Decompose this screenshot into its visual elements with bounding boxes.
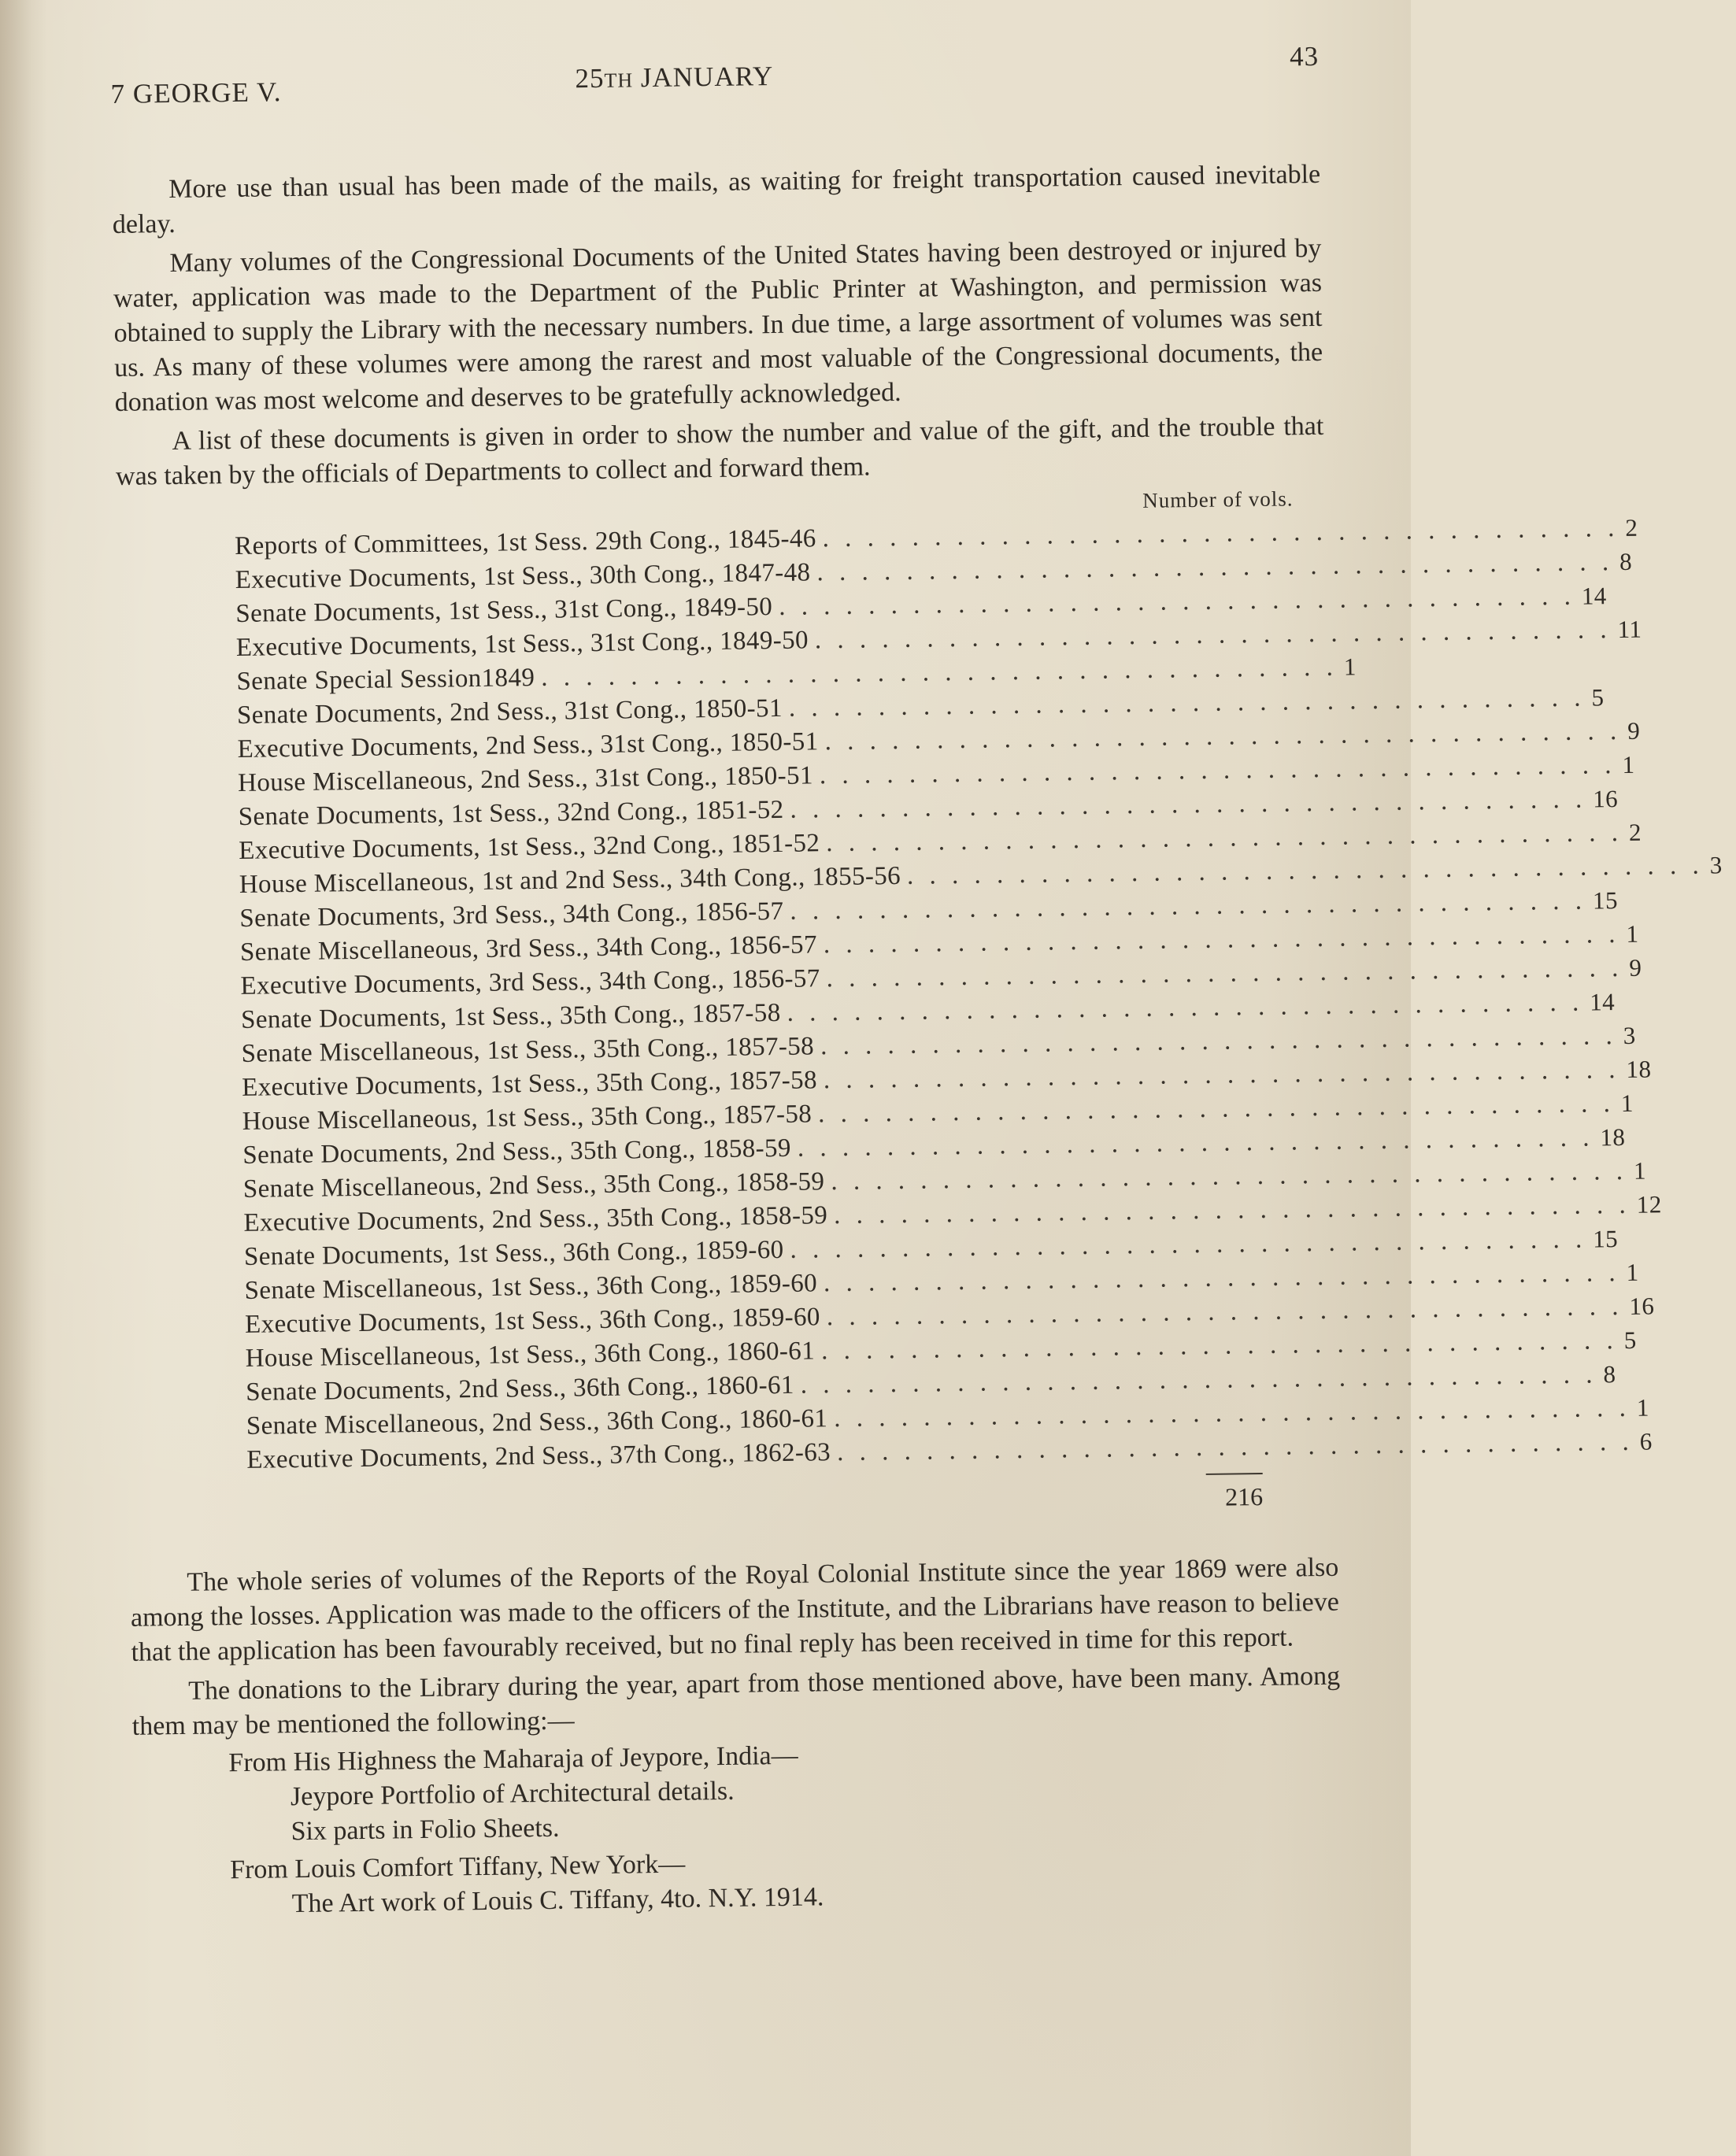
dot-leader: . . . . . . . . . . . . . . . . . . . . . . . . . . . . . . . . . . . . (824, 716, 1622, 756)
header-date-month: JANUARY (632, 60, 774, 94)
document-title: Executive Documents, 1st Sess., 31st Cong., 1849-50 (235, 626, 809, 662)
dot-leader: . . . . . . . . . . . . . . . . . . . . . . . . . . . . . . . . . . . . (833, 1190, 1631, 1230)
volume-count: 2 (1628, 818, 1642, 846)
document-title: House Miscellaneous, 2nd Sess., 31st Cong., 1850-51 (237, 761, 814, 797)
dot-leader: . . . . . . . . . . . . . . . . . . . . . . . . . . . . . . . . . . . . (820, 1326, 1618, 1366)
volume-count: 3 (1709, 851, 1723, 879)
donation-item: Six parts in Folio Sheets. (291, 1813, 560, 1847)
document-title: Senate Documents, 1st Sess., 32nd Cong., 1851-52 (238, 795, 784, 831)
document-title: Senate Miscellaneous, 1st Sess., 35th Cong., 1857-58 (241, 1032, 815, 1068)
dot-leader: . . . . . . . . . . . . . . . . . . . . . . . . . . . . . . . . . . . . (816, 548, 1614, 587)
volume-count: 15 (1592, 886, 1619, 915)
document-title: Senate Miscellaneous, 1st Sess., 36th Cong., 1859-60 (244, 1269, 818, 1305)
volume-count: 18 (1600, 1122, 1626, 1152)
donor-line: From His Highness the Maharaja of Jeypore, India— (228, 1740, 798, 1778)
document-title: Senate Miscellaneous, 2nd Sess., 36th Cong., 1860-61 (246, 1404, 828, 1440)
volume-count: 9 (1629, 953, 1642, 982)
volume-count: 5 (1591, 683, 1605, 712)
volume-count: 14 (1581, 582, 1607, 610)
volume-count: 2 (1625, 513, 1638, 542)
dot-leader: . . . . . . . . . . . . . . . . . . . . . . . . . . . . . . . . . . . . (800, 1360, 1597, 1400)
header-regnal-year: 7 GEORGE V. (110, 76, 282, 109)
document-title: Executive Documents, 1st Sess., 36th Cong., 1859-60 (244, 1303, 821, 1339)
dot-leader: . . . . . . . . . . . . . . . . . . . . . . . . . . . . . . . . . . . . (826, 1292, 1623, 1332)
volume-count: 5 (1623, 1326, 1637, 1354)
closing-text (130, 1551, 1341, 1744)
dot-leader: . . . . . . . . . . . . . . . . . . . . . . . . . . . . . . . . . . . . (814, 616, 1612, 655)
volume-count: 1 (1343, 653, 1357, 681)
donor-line: From Louis Comfort Tiffany, New York— (229, 1849, 686, 1885)
donation-item: Jeypore Portfolio of Architectural details. (290, 1776, 735, 1812)
documents-list (234, 513, 1723, 1480)
dot-leader: . . . . . . . . . . . . . . . . . . . . . . . . . . . . . . . . . . . . (797, 1123, 1594, 1163)
document-title: Executive Documents, 3rd Sess., 34th Cong., 1856-57 (240, 964, 820, 1000)
donations-list (132, 1732, 1343, 1924)
document-title: Senate Miscellaneous, 3rd Sess., 34th Cong., 1856-57 (239, 930, 818, 967)
dot-leader: . . . . . . . . . . . . . . . . . . . . . . . . . . . . . . . . . . . . (541, 653, 1338, 692)
header-date-ordinal: TH (604, 68, 634, 92)
paragraph: The donations to the Library during the year, apart from those mentioned above, have been many. Among them may be mentioned the following:— (131, 1661, 1341, 1741)
dot-leader: . . . . . . . . . . . . . . . . . . . . . . . . . . . . . . . . . . . . (836, 1427, 1634, 1467)
volume-count: 18 (1626, 1055, 1652, 1083)
volume-count: 1 (1636, 1393, 1650, 1422)
document-title: Reports of Committees, 1st Sess. 29th Cong., 1845-46 (234, 524, 816, 560)
dot-leader: . . . . . . . . . . . . . . . . . . . . . . . . . . . . . . . . . . . . (834, 1393, 1631, 1433)
document-title: Senate Miscellaneous, 2nd Sess., 35th Cong., 1858-59 (242, 1167, 825, 1204)
dot-leader: . . . . . . . . . . . . . . . . . . . . . . . . . . . . . . . . . . . . (790, 1225, 1587, 1264)
document-title: Executive Documents, 1st Sess., 30th Cong., 1847-48 (235, 558, 811, 594)
running-header (110, 39, 1320, 118)
volume-count: 8 (1603, 1360, 1616, 1389)
dot-leader: . . . . . . . . . . . . . . . . . . . . . . . . . . . . . . . . . . . . (778, 582, 1576, 621)
volume-count: 16 (1592, 785, 1619, 813)
volume-count: 6 (1639, 1427, 1653, 1455)
dot-leader: . . . . . . . . . . . . . . . . . . . . . . . . . . . . . . . . . . . . (823, 919, 1620, 960)
dot-leader: . . . . . . . . . . . . . . . . . . . . . . . . . . . . . . . . . . . . (823, 1259, 1620, 1298)
header-date (575, 61, 773, 94)
dot-leader: . . . . . . . . . . . . . . . . . . . . . . . . . . . . . . . . . . . . (819, 751, 1616, 790)
volume-count: 1 (1626, 1258, 1639, 1286)
document-title: Senate Documents, 2nd Sess., 31st Cong., 1850-51 (236, 693, 783, 730)
paper-stain (0, 0, 47, 2156)
document-title: Executive Documents, 2nd Sess., 31st Cong., 1850-51 (237, 727, 819, 764)
dot-leader: . . . . . . . . . . . . . . . . . . . . . . . . . . . . . . . . . . . . (826, 953, 1623, 993)
volume-count: 16 (1629, 1292, 1655, 1320)
document-title: Senate Documents, 2nd Sess., 36th Cong., 1860-61 (246, 1370, 795, 1407)
header-date-day: 25 (575, 62, 605, 94)
dot-leader: . . . . . . . . . . . . . . . . . . . . . . . . . . . . . . . . . . . . (787, 988, 1584, 1027)
volume-count: 9 (1627, 716, 1641, 745)
document-title: Senate Documents, 1st Sess., 35th Cong., 1857-58 (240, 998, 781, 1034)
volume-count: 1 (1633, 1156, 1647, 1185)
paragraph: The whole series of volumes of the Reports of the Royal Colonial Institute since the year 1869 were also among the losses. Application was made to the officers of the Institute, and the Librarians have reason to believe that the application has been favourably received, but no final reply has been received in time for this report. (130, 1552, 1340, 1667)
volume-count: 1 (1620, 1089, 1634, 1117)
dot-leader: . . . . . . . . . . . . . . . . . . . . . . . . . . . . . . . . . . . . (822, 513, 1619, 553)
dot-leader: . . . . . . . . . . . . . . . . . . . . . . . . . . . . . . . . . . . . (826, 818, 1623, 858)
dot-leader: . . . . . . . . . . . . . . . . . . . . . . . . . . . . . . . . . . . . (788, 683, 1586, 723)
volume-count: 15 (1592, 1225, 1619, 1253)
document-year: 1849 (481, 664, 535, 693)
volume-count: 14 (1590, 988, 1616, 1016)
document-title: House Miscellaneous, 1st Sess., 35th Cong., 1857-58 (242, 1100, 812, 1136)
volume-count: 8 (1619, 547, 1633, 575)
document-title: Executive Documents, 1st Sess., 35th Cong., 1857-58 (241, 1066, 818, 1102)
volume-count: 11 (1617, 615, 1642, 643)
dot-leader: . . . . . . . . . . . . . . . . . . . . . . . . . . . . . . . . . . . . (820, 1022, 1617, 1061)
dot-leader: . . . . . . . . . . . . . . . . . . . . . . . . . . . . . . . . . . . . (906, 851, 1704, 890)
document-title: Senate Special Session (236, 664, 482, 696)
volume-count: 12 (1636, 1190, 1662, 1219)
paragraph: More use than usual has been made of the mails, as waiting for freight transportation caused inevitable delay. (112, 159, 1321, 239)
total-volumes: 216 (1224, 1481, 1264, 1511)
dot-leader: . . . . . . . . . . . . . . . . . . . . . . . . . . . . . . . . . . . . (790, 785, 1587, 824)
donation-item: The Art work of Louis C. Tiffany, 4to. N.Y. 1914. (291, 1882, 824, 1919)
volume-count: 1 (1622, 750, 1635, 778)
document-title: Executive Documents, 2nd Sess., 35th Cong., 1858-59 (243, 1201, 828, 1237)
document-title: Senate Documents, 1st Sess., 31st Cong., 1849-50 (235, 593, 773, 628)
document-title: House Miscellaneous, 1st and 2nd Sess., 34th Cong., 1855-56 (239, 861, 901, 899)
dot-leader: . . . . . . . . . . . . . . . . . . . . . . . . . . . . . . . . . . . . (823, 1056, 1620, 1095)
volume-count: 3 (1623, 1021, 1636, 1049)
paragraph: A list of these documents is given in order to show the number and value of the gift, and the trouble that was taken by the officials of Departments to collect and forward them. (115, 411, 1324, 491)
dot-leader: . . . . . . . . . . . . . . . . . . . . . . . . . . . . . . . . . . . . (817, 1089, 1616, 1129)
document-title: Senate Documents, 3rd Sess., 34th Cong., 1856-57 (239, 897, 784, 933)
document-title: Executive Documents, 2nd Sess., 37th Cong., 1862-63 (246, 1438, 831, 1474)
document-title: Senate Documents, 2nd Sess., 35th Cong., 1858-59 (242, 1133, 792, 1170)
document-title: Senate Documents, 1st Sess., 36th Cong., 1859-60 (243, 1235, 784, 1271)
page-content (110, 39, 1723, 1924)
paragraph: Many volumes of the Congressional Documents of the United States having been destroyed or injured by water, application was made to the Department of the Public Printer at Washington, and permission was obtained to supply the Library with the necessary numbers. In due time, a large assortment of volumes was sent us. As many of these volumes were among the rarest and most valuable of the Congressional documents, the donation was most welcome and deserves to be gratefully acknowledged. (113, 233, 1323, 417)
page-number: 43 (1289, 40, 1320, 72)
dot-leader: . . . . . . . . . . . . . . . . . . . . . . . . . . . . . . . . . . . . (790, 886, 1587, 926)
volume-count: 1 (1626, 919, 1639, 948)
document-title: House Miscellaneous, 1st Sess., 36th Cong., 1860-61 (245, 1337, 816, 1373)
total-rule (1206, 1473, 1263, 1475)
document-title: Executive Documents, 1st Sess., 32nd Cong., 1851-52 (239, 829, 820, 865)
table-column-header: Number of vols. (1142, 486, 1294, 512)
dot-leader: . . . . . . . . . . . . . . . . . . . . . . . . . . . . . . . . . . . . (831, 1156, 1628, 1196)
intro-text (112, 157, 1324, 494)
